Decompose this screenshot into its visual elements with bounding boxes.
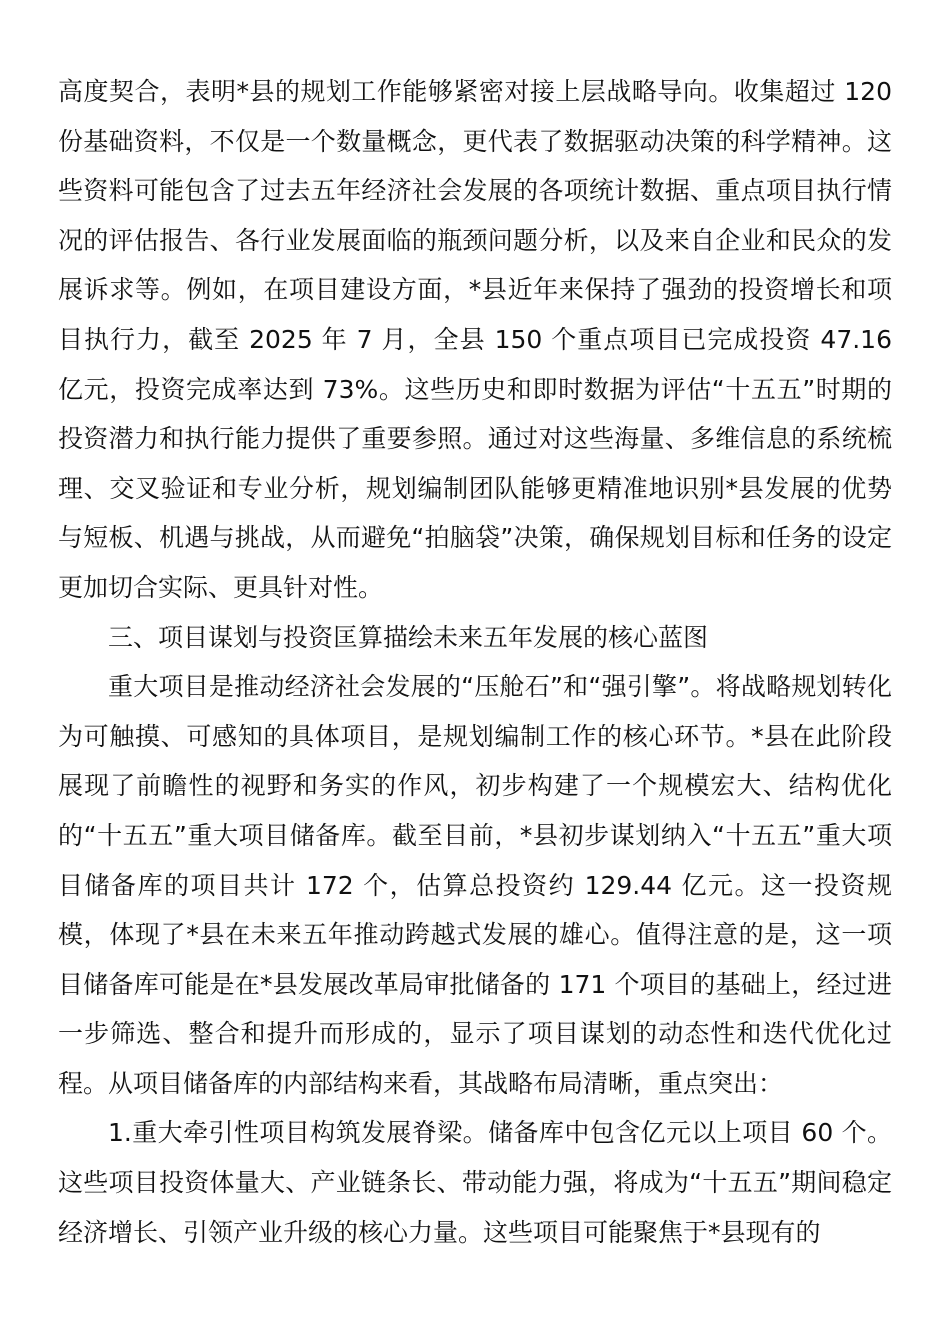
paragraph-item-1: 1.重大牵引性项目构筑发展脊梁。储备库中包含亿元以上项目 60 个。这些项目投资体量大、产业链条长、带动能力强，将成为“十五五”期间稳定经济增长、引领产业升级的核心力量。这些项目可能聚焦于*县现有的 [58,1118,893,1247]
document-body [58,67,892,1257]
section-heading: 三、项目谋划与投资匡算描绘未来五年发展的核心蓝图 [108,622,709,652]
paragraph-major-projects: 重大项目是推动经济社会发展的“压舱石”和“强引擎”。将战略规划转化为可触摸、可感知的具体项目，是规划编制工作的核心环节。*县在此阶段展现了前瞻性的视野和务实的作风，初步构建了一个规模宏大、结构优化的“十五五”重大项目储备库。截至目前，*县初步谋划纳入“十五五”重大项目储备库的项目共计 172 个，估算总投资约 129.44 亿元。这一投资规模，体现了*县在未来五年推动跨越式发展的雄心。值得注意的是，这一项目储备库可能是在*县发展改革局审批储备的 171 个项目的基础上，经过进一步筛选、整合和提升而形成的，显示了项目谋划的动态性和迭代优化过程。从项目储备库的内部结构来看，其战略布局清晰，重点突出： [58,672,892,1098]
paragraph-continuation: 高度契合，表明*县的规划工作能够紧密对接上层战略导向。收集超过 120 份基础资料，不仅是一个数量概念，更代表了数据驱动决策的科学精神。这些资料可能包含了过去五年经济社会发展的各项统计数据、重点项目执行情况的评估报告、各行业发展面临的瓶颈问题分析，以及来自企业和民众的发展诉求等。例如，在项目建设方面，*县近年来保持了强劲的投资增长和项目执行力，截至 2025 年 7 月，全县 150 个重点项目已完成投资 47.16 亿元，投资完成率达到 73%。这些历史和即时数据为评估“十五五”时期的投资潜力和执行能力提供了重要参照。通过对这些海量、多维信息的系统梳理、交叉验证和专业分析，规划编制团队能够更精准地识别*县发展的优势与短板、机遇与挑战，从而避免“拍脑袋”决策，确保规划目标和任务的设定更加切合实际、更具针对性。 [58,77,892,602]
